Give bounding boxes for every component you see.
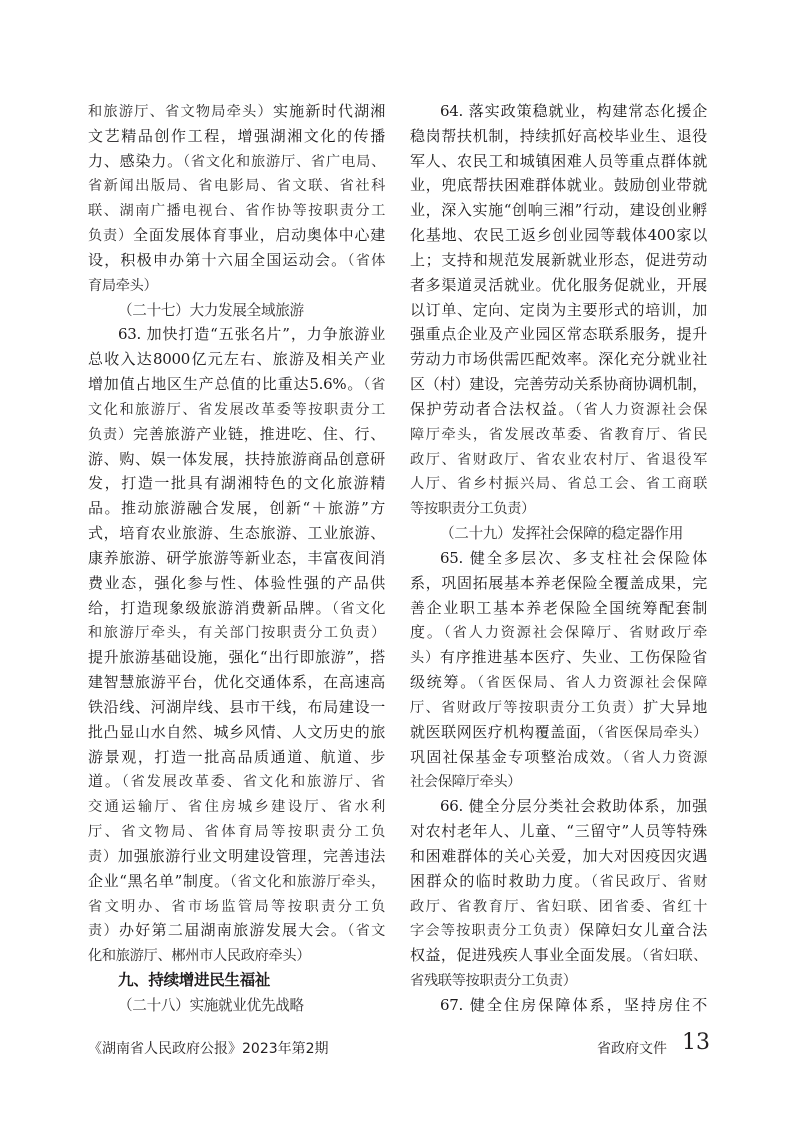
responsibility-note: 厅、省财政厅等按职责分工负责） — [410, 699, 644, 716]
body-text: 军人、农民工和城镇困难人员等重点群体就 — [410, 151, 707, 170]
responsibility-note: （省文化和旅游厅牵头， — [229, 873, 385, 890]
text-line — [88, 149, 385, 174]
text-line — [410, 422, 707, 447]
body-text: （二十七）大力发展全域旅游 — [118, 301, 304, 319]
text-line — [410, 745, 707, 770]
paragraph — [88, 99, 385, 298]
text-line — [88, 273, 385, 298]
body-text: 权益，促进残疾人事业全面发展。 — [410, 946, 642, 965]
body-text: 困群众的临时救助力度。 — [410, 871, 591, 890]
body-text: 对农村老年人、儿童、“三留守”人员等特殊 — [410, 822, 707, 841]
text-line — [410, 918, 707, 943]
text-line — [88, 173, 385, 198]
text-line — [410, 521, 707, 546]
responsibility-note: 政厅、省财政厅、省农业农村厅、省退役军 — [410, 451, 707, 468]
text-line — [88, 496, 385, 521]
text-line — [410, 372, 707, 397]
text-line — [88, 645, 385, 670]
responsibility-note: 联、湖南广播电视台、省作协等按职责分工 — [88, 203, 385, 220]
text-line — [410, 794, 707, 819]
body-text: 级统筹。 — [410, 673, 478, 692]
left-column — [88, 99, 385, 1018]
responsibility-note: 头） — [410, 650, 440, 667]
text-line — [410, 223, 707, 248]
body-text: 九、持续增进民生福祉 — [118, 970, 271, 989]
body-text: 实施新时代湖湘 — [272, 102, 385, 120]
body-text: 劳动力市场供需匹配效率。深化充分就业社 — [410, 350, 707, 369]
body-text: 游、购、娱一体发展，扶持旅游商品创意研 — [88, 449, 385, 468]
text-line — [88, 844, 385, 869]
section-label: 省政府文件 — [597, 1041, 667, 1057]
text-line — [410, 894, 707, 919]
publication-title: 《湖南省人民政府公报》2023年第2期 — [88, 1041, 329, 1057]
body-text: 企业“黑名单”制度。 — [88, 871, 230, 890]
text-line — [410, 322, 707, 347]
responsibility-note: 文化和旅游厅、省发展改革委等按职责分工 — [88, 401, 385, 418]
body-text: 道。 — [88, 772, 122, 791]
text-line — [410, 645, 707, 670]
body-text: 康养旅游、研学旅游等新业态，丰富夜间消 — [88, 548, 385, 567]
text-line — [88, 248, 385, 273]
body-text: 费业态，强化参与性、体验性强的产品供 — [88, 573, 385, 592]
body-text: 和困难群体的关心关爱，加大对因疫因灾遇 — [410, 846, 707, 865]
responsibility-note: 省新闻出版局、省电影局、省文联、省社科 — [88, 178, 385, 195]
body-text: 给，打造现象级旅游消费新品牌。 — [88, 598, 332, 617]
responsibility-note: 育局牵头） — [88, 277, 158, 294]
responsibility-note: （省人力资源 — [622, 749, 707, 766]
responsibility-note: （省妇联、 — [641, 948, 707, 965]
body-text: 就医联网医疗机构覆盖面， — [410, 722, 597, 741]
body-text: 业，深入实施“创响三湘”行动，建设创业孵 — [410, 201, 707, 220]
responsibility-note: 交通运输厅、省住房城乡建设厅、省水利 — [88, 799, 385, 816]
body-text: 建智慧旅游平台，优化交通体系，在高速高 — [88, 673, 385, 692]
body-text: 铁沿线、河湖岸线、县市干线，布局建设一 — [88, 697, 385, 716]
body-text: 巩固社保基金专项整治成效。 — [410, 747, 623, 766]
text-line — [88, 794, 385, 819]
responsibility-note: 等按职责分工负责） — [410, 501, 535, 518]
paragraph — [88, 322, 385, 968]
page-number: 13 — [682, 1030, 710, 1055]
subsection-heading — [88, 993, 385, 1018]
text-line — [410, 397, 707, 422]
responsibility-note: 字会等按职责分工负责） — [410, 923, 580, 940]
responsibility-note: 省文明办、省市场监管局等按职责分工负 — [88, 898, 385, 915]
text-line — [88, 819, 385, 844]
text-line — [88, 695, 385, 720]
text-line — [410, 695, 707, 720]
responsibility-note: 化和旅游厅、郴州市人民政府牵头） — [88, 948, 311, 965]
text-line — [88, 347, 385, 372]
text-line — [88, 571, 385, 596]
text-line — [410, 496, 707, 521]
text-line — [410, 844, 707, 869]
text-line — [410, 447, 707, 472]
body-text: 66. 健全分层分类社会救助体系，加强 — [440, 797, 707, 816]
text-line — [410, 99, 707, 124]
body-text: 保障妇女儿童合法 — [579, 921, 708, 940]
text-line — [88, 298, 385, 323]
text-line — [410, 769, 707, 794]
body-text: （二十九）发挥社会保障的稳定器作用 — [440, 525, 683, 543]
responsibility-note: （省人力资源社会保障厅、省财政厅牵 — [443, 625, 707, 642]
body-text: 力、感染力。 — [88, 151, 183, 170]
text-line — [410, 620, 707, 645]
responsibility-note: （省民政厅、省财 — [590, 873, 707, 890]
body-text: 强重点企业及产业园区常态联系服务，提升 — [410, 325, 707, 344]
responsibility-note: 人厅、省乡村振兴局、省总工会、省工商联 — [410, 476, 707, 493]
right-column — [410, 99, 707, 1018]
text-line — [88, 894, 385, 919]
paragraph — [410, 99, 707, 521]
text-line — [88, 720, 385, 745]
responsibility-note: （省医保局牵头） — [596, 724, 707, 741]
text-line — [88, 769, 385, 794]
responsibility-note: 政厅、省教育厅、省妇联、团省委、省红十 — [410, 898, 707, 915]
responsibility-note: （省体 — [347, 252, 385, 269]
responsibility-note: （省文 — [347, 923, 385, 940]
body-text: 全面发展体育事业，启动奥体中心建 — [133, 226, 386, 245]
body-text: 67. 健全住房保障体系，坚持房住不 — [440, 995, 707, 1014]
text-line — [88, 869, 385, 894]
text-line — [410, 347, 707, 372]
body-text: 增加值占地区生产总值的比重达5.6%。 — [88, 375, 364, 394]
body-text: 游景观，打造一批高品质通道、航道、步 — [88, 747, 385, 766]
paragraph — [410, 546, 707, 794]
text-line — [410, 670, 707, 695]
text-line — [88, 968, 385, 993]
text-line — [88, 745, 385, 770]
text-line — [410, 248, 707, 273]
body-text: 系，巩固拓展基本养老保险全覆盖成果，完 — [410, 573, 707, 592]
text-line — [88, 422, 385, 447]
responsibility-note: 省残联等按职责分工负责） — [410, 972, 577, 989]
body-text: 者多渠道灵活就业。优化服务促就业，开展 — [410, 275, 707, 294]
body-text: 品。推动旅游融合发展，创新“＋旅游”方 — [88, 499, 385, 518]
responsibility-note: 负责） — [88, 426, 134, 443]
body-text: 63. 加快打造“五张名片”，力争旅游业 — [118, 325, 385, 344]
body-text: 文艺精品创作工程，增强湖湘文化的传播 — [88, 126, 385, 145]
body-text: 业，兜底帮扶困难群体就业。鼓励创业带就 — [410, 176, 707, 195]
responsibility-note: （省文化 — [331, 600, 385, 617]
body-text: 提升旅游基础设施，强化“出行即旅游”，搭 — [88, 648, 385, 667]
text-line — [88, 670, 385, 695]
text-line — [410, 869, 707, 894]
text-line — [88, 322, 385, 347]
body-text: 有序推进基本医疗、失业、工伤保险省 — [439, 648, 707, 667]
text-line — [88, 596, 385, 621]
body-text: 设，积极申办第十六届全国运动会。 — [88, 250, 348, 269]
text-line — [88, 372, 385, 397]
paragraph — [410, 993, 707, 1018]
text-line — [88, 521, 385, 546]
body-text: 65. 健全多层次、多支柱社会保险体 — [440, 548, 707, 567]
section-heading — [88, 968, 385, 993]
responsibility-note: 责） — [88, 848, 118, 865]
body-text: 善企业职工基本养老保险全国统筹配套制 — [410, 598, 707, 617]
body-text: 化基地、农民工返乡创业园等载体400家以 — [410, 226, 707, 245]
text-line — [88, 620, 385, 645]
responsibility-note: （省人力资源社会保 — [574, 401, 707, 418]
responsibility-note: 和旅游厅、省文物局牵头） — [88, 104, 273, 120]
responsibility-note: 社会保障厅牵头） — [410, 774, 522, 791]
text-line — [410, 471, 707, 496]
responsibility-note: 和旅游厅牵头，有关部门按职责分工负责） — [88, 625, 385, 642]
body-text: （二十八）实施就业优先战略 — [118, 996, 304, 1014]
body-text: 区（村）建设，完善劳动关系协商协调机制， — [410, 375, 707, 394]
body-text: 以订单、定向、定岗为主要形式的培训，加 — [410, 300, 707, 319]
text-line — [410, 273, 707, 298]
text-line — [410, 149, 707, 174]
responsibility-note: （省 — [363, 377, 385, 394]
text-line — [410, 571, 707, 596]
body-text: 办好第二届湖南旅游发展大会。 — [118, 921, 348, 940]
text-line — [88, 471, 385, 496]
paragraph — [410, 794, 707, 993]
text-line — [88, 99, 385, 124]
text-line — [410, 993, 707, 1018]
responsibility-note: 负责） — [88, 228, 134, 245]
subsection-heading — [88, 298, 385, 323]
body-text: 批凸显山水自然、城乡风情、人文历史的旅 — [88, 722, 385, 741]
text-line — [88, 223, 385, 248]
text-line — [410, 943, 707, 968]
body-text: 扩大异地 — [643, 697, 707, 716]
body-text: 发，打造一批具有湖湘特色的文化旅游精 — [88, 474, 385, 493]
text-line — [410, 173, 707, 198]
text-line — [410, 596, 707, 621]
body-text: 稳岗帮扶机制，持续抓好高校毕业生、退役 — [410, 126, 707, 145]
responsibility-note: 厅、省文物局、省体育局等按职责分工负 — [88, 824, 385, 841]
responsibility-note: （省发展改革委、省文化和旅游厅、省 — [121, 774, 385, 791]
text-line — [88, 124, 385, 149]
responsibility-note: 责） — [88, 923, 119, 940]
text-line — [88, 447, 385, 472]
text-line — [410, 124, 707, 149]
text-line — [88, 918, 385, 943]
text-line — [88, 943, 385, 968]
responsibility-note: （省文化和旅游厅、省广电局、 — [182, 153, 385, 170]
body-text: 总收入达8000亿元左右、旅游及相关产业 — [88, 350, 385, 369]
responsibility-note: 障厅牵头，省发展改革委、省教育厅、省民 — [410, 426, 707, 443]
text-line — [410, 819, 707, 844]
text-line — [410, 720, 707, 745]
body-text: 加强旅游行业文明建设管理，完善违法 — [117, 846, 385, 865]
text-line — [410, 546, 707, 571]
text-line — [88, 993, 385, 1018]
text-line — [410, 968, 707, 993]
body-text: 度。 — [410, 623, 444, 642]
responsibility-note: （省医保局、省人力资源社会保障 — [477, 675, 707, 692]
text-line — [410, 298, 707, 323]
text-line — [88, 198, 385, 223]
text-line — [88, 546, 385, 571]
text-line — [88, 397, 385, 422]
body-text: 64. 落实政策稳就业，构建常态化援企 — [440, 102, 707, 120]
body-text: 上；支持和规范发展新就业形态，促进劳动 — [410, 250, 707, 269]
text-line — [410, 198, 707, 223]
body-text: 式，培育农业旅游、生态旅游、工业旅游、 — [88, 524, 385, 543]
body-text: 完善旅游产业链，推进吃、住、行、 — [133, 424, 386, 443]
subsection-heading — [410, 521, 707, 546]
body-text: 保护劳动者合法权益。 — [410, 399, 575, 418]
